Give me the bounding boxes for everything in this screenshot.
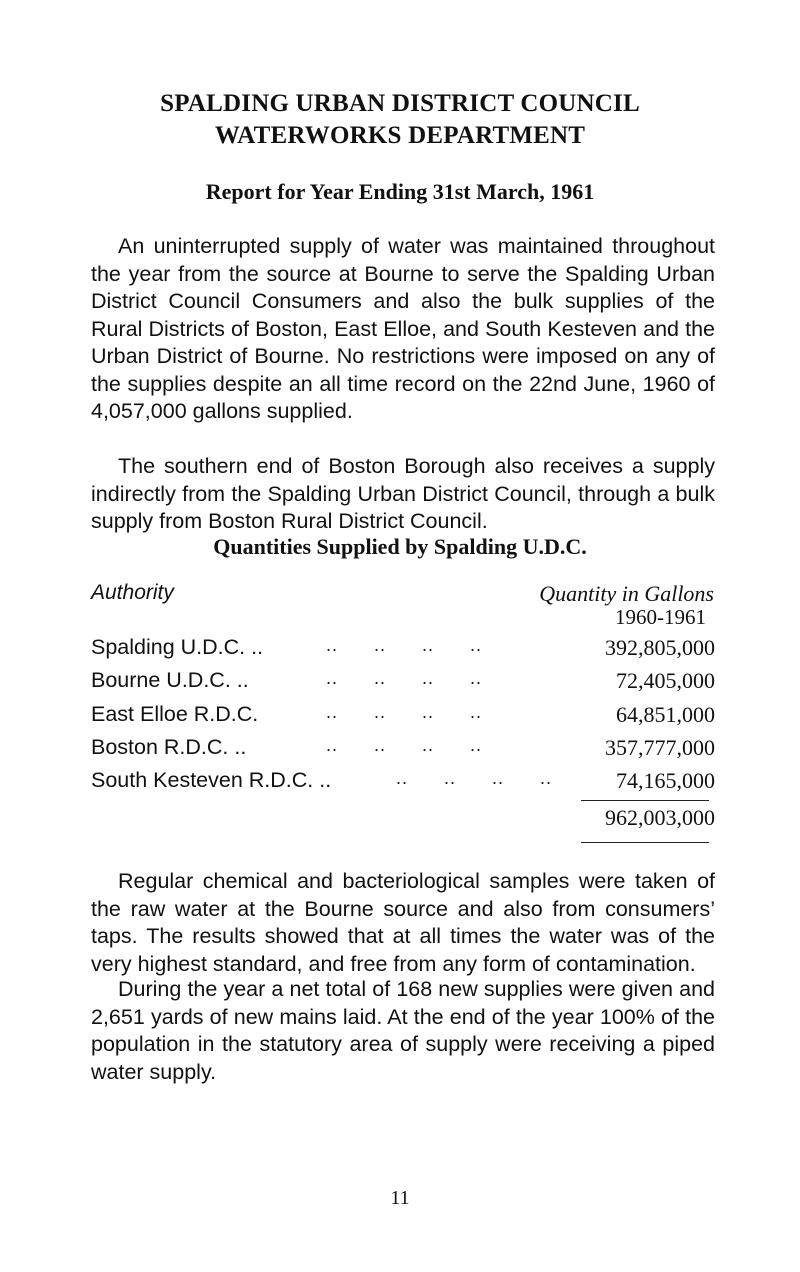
row-leader-dots: .. .. .. .. <box>396 768 553 788</box>
row-amount: 392,805,000 <box>605 635 715 660</box>
council-title: SPALDING URBAN DISTRICT COUNCIL <box>160 90 640 117</box>
table-row <box>91 668 715 696</box>
total-amount: 962,003,000 <box>605 805 715 830</box>
column-header-quantity: Quantity in Gallons <box>539 581 714 606</box>
quantities-heading: Quantities Supplied by Spalding U.D.C. <box>213 534 587 559</box>
table-row <box>91 768 715 796</box>
row-leader-dots: .. .. .. .. <box>326 702 483 722</box>
row-authority: Boston R.D.C. .. <box>91 735 247 759</box>
column-header-authority: Authority <box>91 581 174 604</box>
row-leader-dots: .. .. .. .. <box>326 668 483 688</box>
total-rule-bottom <box>581 842 709 843</box>
page-number: 11 <box>390 1187 410 1209</box>
row-authority: Bourne U.D.C. .. <box>91 668 249 692</box>
row-leader-dots: .. .. .. .. <box>326 735 483 755</box>
row-authority: East Elloe R.D.C. <box>91 702 259 726</box>
table-row <box>91 702 715 730</box>
report-title: Report for Year Ending 31st March, 1961 <box>205 179 595 204</box>
row-amount: 72,405,000 <box>616 668 715 693</box>
department-title: WATERWORKS DEPARTMENT <box>214 122 586 149</box>
column-header-period: 1960-1961 <box>615 605 706 629</box>
total-rule-top <box>581 800 709 801</box>
table-row <box>91 735 715 763</box>
table-row <box>91 635 715 663</box>
paragraph-boston-borough: The southern end of Boston Borough also receives a supply indirectly from the Spalding Urban District Council, through a bulk supply from Boston Rural District Council. <box>91 454 715 533</box>
paragraph-samples: Regular chemical and bacteriological samples were taken of the raw water at the Bourne source and also from consumers’ taps. The results showed that at all times the water was of the very highest standard, and free from any form of contamination. <box>91 869 715 976</box>
row-amount: 64,851,000 <box>616 702 715 727</box>
row-leader-dots: .. .. .. .. <box>326 635 483 655</box>
row-amount: 357,777,000 <box>605 735 715 760</box>
paragraph-new-supplies: During the year a net total of 168 new supplies were given and 2,651 yards of new mains laid. At the end of the year 100% of the population in the statutory area of supply were receiving a piped water supply. <box>91 977 715 1084</box>
row-authority: South Kesteven R.D.C. .. <box>91 768 332 792</box>
row-authority: Spalding U.D.C. .. <box>91 635 264 659</box>
row-amount: 74,165,000 <box>616 768 715 793</box>
paragraph-supply: An uninterrupted supply of water was maintained throughout the year from the source at Bourne to serve the Spalding Urban District Council Consumers and also the bulk supplies of the Rural Districts of Boston, East Elloe, and South Kesteven and the Urban District of Bourne. No restrictions were imposed on any of the supplies despite an all time record on the 22nd June, 1960 of 4,057,000 gallons supplied. <box>91 234 715 423</box>
